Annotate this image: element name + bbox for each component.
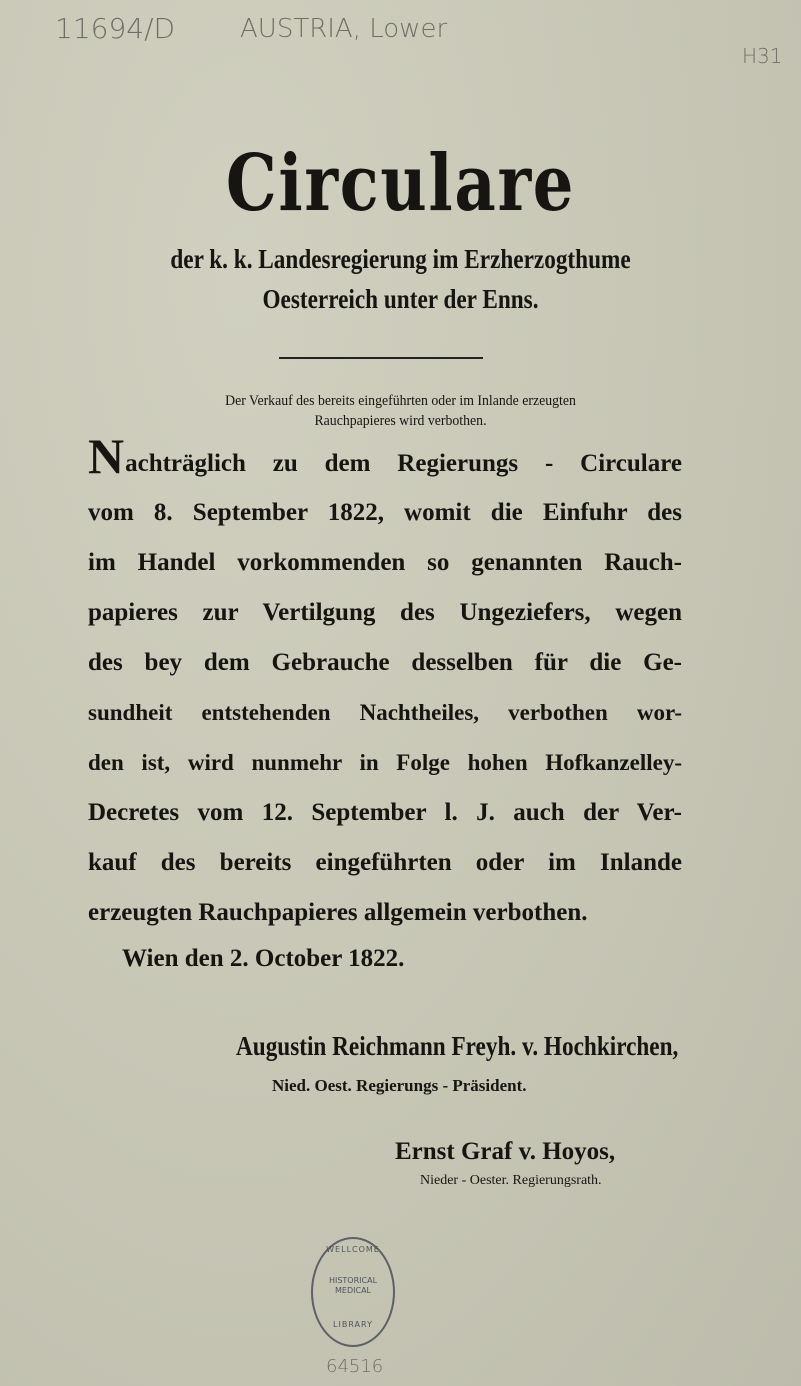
accession-number: 64516 [326, 1356, 384, 1377]
body-line: erzeugten Rauchpapieres allgemein verbothen. [88, 899, 588, 926]
drop-cap: N [88, 428, 125, 484]
signature-name-2: Ernst Graf v. Hoyos, [395, 1138, 616, 1165]
signature-title-1: Nied. Oest. Regierungs - Präsident. [272, 1076, 527, 1095]
signature-name-1: Augustin Reichmann Freyh. v. Hochkirchen, [235, 1031, 678, 1061]
body-text [88, 428, 682, 938]
body-line: vom 8. September 1822, womit die Einfuhr des [88, 499, 682, 526]
dateline: Wien den 2. October 1822. [122, 945, 405, 972]
body-line: sundheit entstehenden Nachtheiles, verbothen wor- [88, 700, 682, 725]
body-line: des bey dem Gebrauche desselben für die Ge- [88, 649, 682, 676]
stamp-bottom-text: LIBRARY [333, 1320, 373, 1329]
signature-title-2: Nieder - Oester. Regierungsrath. [420, 1173, 602, 1188]
body-line: papieres zur Vertilgung des Ungeziefers, wegen [88, 599, 682, 626]
subtitle-line-1: der k. k. Landesregierung im Erzherzogthume [170, 244, 631, 274]
location-annotation: AUSTRIA, Lower [240, 14, 448, 44]
library-stamp [311, 1237, 395, 1347]
summary-line-1: Der Verkauf des bereits eingeführten oder im Inlande erzeugten [225, 393, 576, 409]
stamp-middle-text: HISTORICAL MEDICAL [328, 1276, 378, 1295]
body-line [88, 428, 682, 488]
body-line: den ist, wird nunmehr in Folge hohen Hofkanzelley- [88, 750, 682, 775]
summary-line-2: Rauchpapieres wird verbothen. [314, 413, 487, 429]
body-line: Decretes vom 12. September l. J. auch der Ver- [88, 799, 682, 826]
body-line: im Handel vorkommenden so genannten Rauch- [88, 549, 682, 576]
body-line-text: achträglich zu dem Regierungs - Circulare [125, 450, 682, 477]
stamp-top-text: WELLCOME [326, 1245, 380, 1254]
divider [279, 357, 483, 359]
catalog-number-annotation: 11694/D [55, 12, 176, 45]
body-line: kauf des bereits eingeführten oder im Inlande [88, 849, 682, 876]
subtitle-line-2: Oesterreich unter der Enns. [262, 284, 539, 314]
shelfmark-annotation: H31 [742, 44, 783, 68]
document-title: Circulare [225, 138, 576, 229]
